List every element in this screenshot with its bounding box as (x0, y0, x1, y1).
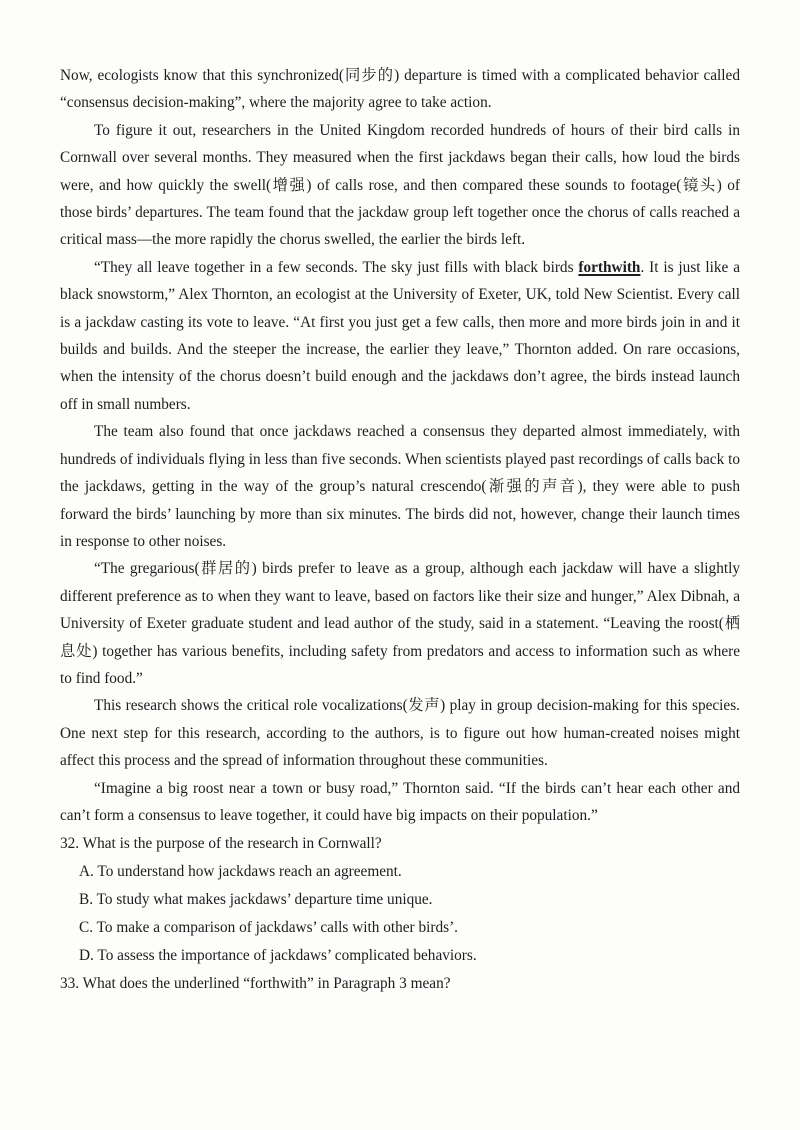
paragraph-4: The team also found that once jackdaws reached a consensus they departed almost immediately, with hundreds of individuals flying in less than five seconds. When scientists played past recordings of calls back to the jackdaws, getting in the way of the group’s natural crescendo(渐强的声音), they were able to push forward the birds’ launching by more than six minutes. The birds did not, however, change their launch times in response to other noises. (60, 423, 740, 550)
paragraph-1: Now, ecologists know that this synchronized(同步的) departure is timed with a complicated behavior called “consensus decision-making”, where the majority agree to take action. (60, 67, 740, 112)
question-33-stem: 33. What does the underlined “forthwith” in Paragraph 3 mean? (60, 975, 451, 993)
paragraph-3-before: “They all leave together in a few seconds. The sky just fills with black birds (94, 258, 579, 276)
paragraph-5: “The gregarious(群居的) birds prefer to leave as a group, although each jackdaw will have a slightly different preference as to when they want to leave, based on factors like their size and hunger,” Alex Dibnah, a University of Exeter graduate student and lead author of the study, said in a statement. “Leaving the roost(栖息处) together has various benefits, including safety from predators and access to information such as where to find food.” (60, 560, 740, 687)
question-32-option-d[interactable]: D. To assess the importance of jackdaws’ complicated behaviors. (79, 947, 477, 965)
questions-section (60, 830, 740, 998)
question-32-option-b[interactable]: B. To study what makes jackdaws’ departure time unique. (79, 891, 433, 909)
question-32-stem: 32. What is the purpose of the research in Cornwall? (60, 835, 382, 853)
paragraph-3 (60, 254, 740, 418)
paragraph-3-after: . It is just like a black snowstorm,” Alex Thornton, an ecologist at the University of Exeter, UK, told New Scientist. Every call is a jackdaw casting its vote to leave. “At first you just get a few calls, then more and more birds join in and it builds and builds. And the steeper the increase, the earlier they leave,” Thornton added. On rare occasions, when the intensity of the chorus doesn’t build enough and the jackdaws don’t agree, the birds instead launch off in small numbers. (60, 258, 740, 413)
question-32-option-c[interactable]: C. To make a comparison of jackdaws’ calls with other birds’. (79, 919, 458, 937)
underlined-word-forthwith: forthwith (578, 258, 641, 276)
paragraph-6: This research shows the critical role vocalizations(发声) play in group decision-making for this species. One next step for this research, according to the authors, is to figure out how human-created noises might affect this process and the spread of information throughout these communities. (60, 697, 740, 770)
paragraph-2: To figure it out, researchers in the United Kingdom recorded hundreds of hours of their bird calls in Cornwall over several months. They measured when the first jackdaws began their calls, how loud the birds were, and how quickly the swell(增强) of calls rose, and then compared these sounds to footage(镜头) of those birds’ departures. The team found that the jackdaw group left together once the chorus of calls reached a critical mass—the more rapidly the chorus swelled, the earlier the birds left. (60, 121, 740, 249)
question-32-option-a[interactable]: A. To understand how jackdaws reach an agreement. (79, 863, 402, 881)
paragraph-7: “Imagine a big roost near a town or busy road,” Thornton said. “If the birds can’t hear each other and can’t form a consensus to leave together, it could have big impacts on their population.” (60, 779, 740, 824)
